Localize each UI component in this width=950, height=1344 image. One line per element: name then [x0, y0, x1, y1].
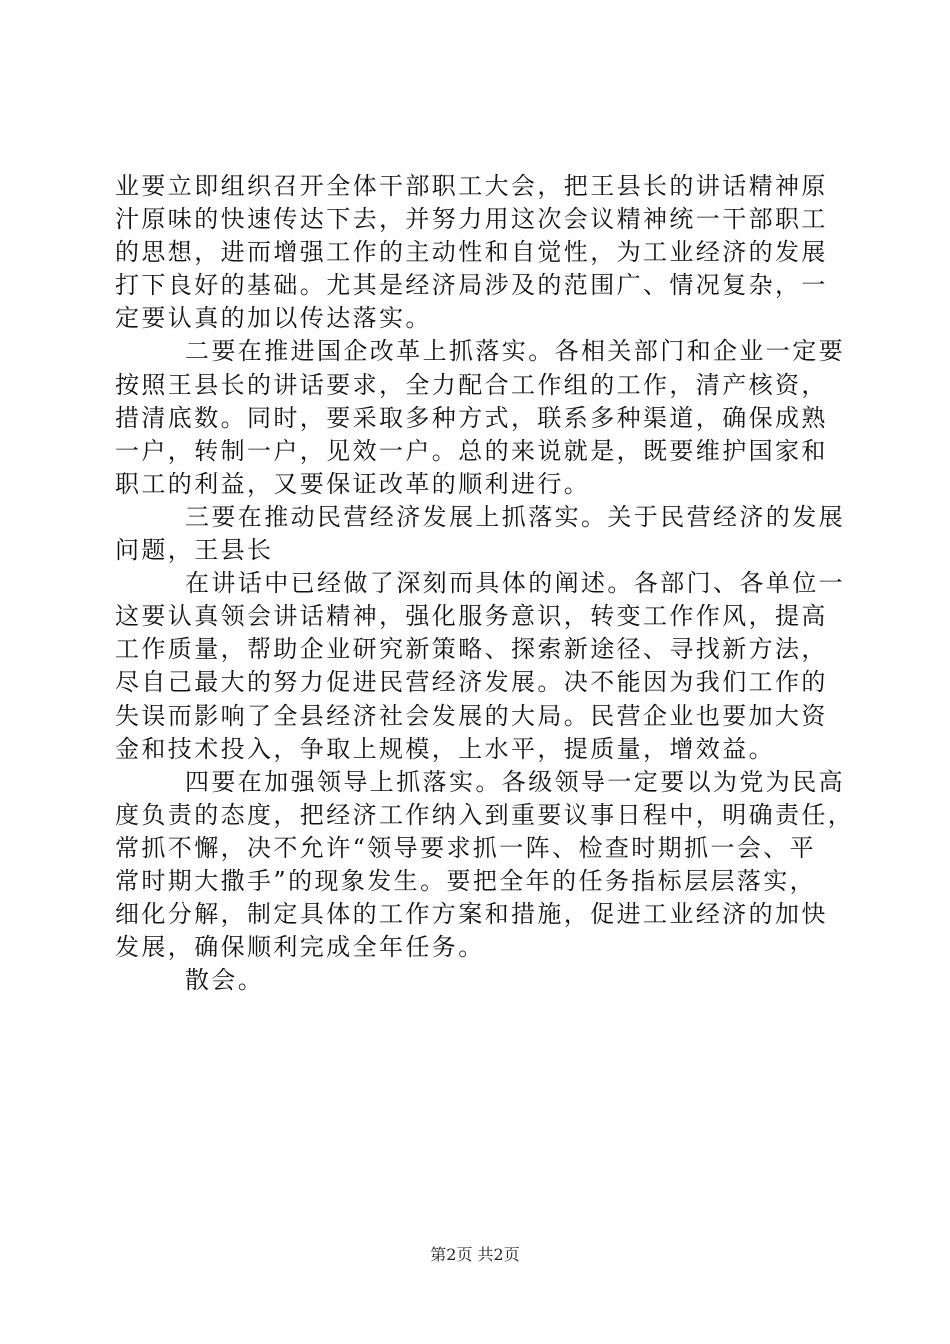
text-line: 四要在加强领导上抓落实。各级领导一定要以为党为民高	[185, 767, 845, 796]
text-line: 打下良好的基础。尤其是经济局涉及的范围广、情况复杂，一	[115, 271, 828, 300]
text-line: 散会。	[185, 966, 265, 995]
text-line: 问题，王县长	[115, 536, 274, 565]
text-line: 三要在推动民营经济发展上抓落实。关于民营经济的发展	[185, 502, 845, 531]
text-line: 常抓不懈，决不允许“领导要求抓一阵、检查时期抓一会、平	[115, 833, 817, 862]
text-line: 二要在推进国企改革上抓落实。各相关部门和企业一定要	[185, 337, 845, 366]
text-line: 定要认真的加以传达落实。	[115, 304, 432, 333]
text-line: 业要立即组织召开全体干部职工大会，把王县长的讲话精神原	[115, 172, 828, 200]
text-line: 的思想，进而增强工作的主动性和自觉性，为工业经济的发展	[115, 238, 828, 267]
text-line: 常时期大撒手”的现象发生。要把全年的任务指标层层落实，	[115, 866, 817, 895]
text-line: 按照王县长的讲话要求，全力配合工作组的工作，清产核资，	[115, 370, 828, 399]
text-line: 细化分解，制定具体的工作方案和措施，促进工业经济的加快	[115, 900, 828, 929]
text-line: 一户，转制一户，见效一户。总的来说就是，既要维护国家和	[115, 436, 828, 465]
text-line: 汁原味的快速传达下去，并努力用这次会议精神统一干部职工	[115, 205, 828, 234]
text-line: 尽自己最大的努力促进民营经济发展。决不能因为我们工作的	[115, 668, 828, 697]
text-line: 度负责的态度，把经济工作纳入到重要议事日程中，明确责任，	[115, 800, 855, 829]
text-line: 措清底数。同时，要采取多种方式，联系多种渠道，确保成熟	[115, 403, 828, 432]
document-body	[115, 170, 855, 997]
text-line: 失误而影响了全县经济社会发展的大局。民营企业也要加大资	[115, 701, 828, 730]
text-line: 发展，确保顺利完成全年任务。	[115, 933, 485, 962]
text-line: 职工的利益，又要保证改革的顺利进行。	[115, 469, 591, 498]
page-footer: 第2页 共2页	[430, 1245, 520, 1264]
text-line: 这要认真领会讲话精神，强化服务意识，转变工作作风，提高	[115, 602, 828, 631]
text-line: 金和技术投入，争取上规模，上水平，提质量，增效益。	[115, 734, 775, 763]
text-line: 在讲话中已经做了深刻而具体的阐述。各部门、各单位一	[185, 569, 845, 598]
text-line: 工作质量，帮助企业研究新策略、探索新途径、寻找新方法，	[115, 635, 828, 664]
